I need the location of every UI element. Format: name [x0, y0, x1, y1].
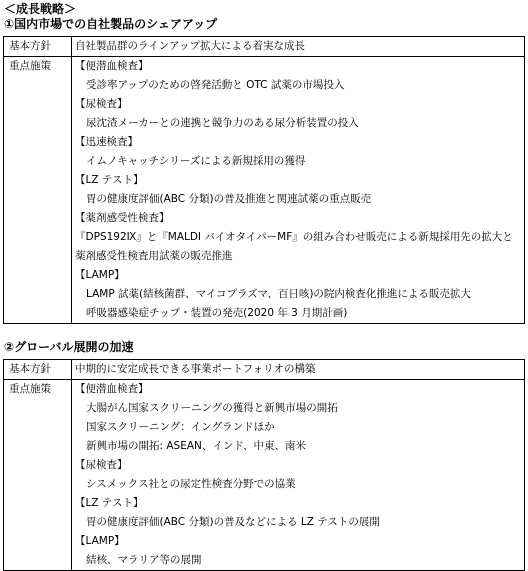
s1-category: 【尿検査】	[75, 98, 128, 110]
section2-basic-text-cell	[72, 360, 525, 380]
s1-detail: LAMP 試薬(結核菌群、マイコプラズマ、百日咳)の院内検査化推進による販売拡大	[86, 288, 471, 300]
main-heading: ＜成長戦略＞	[4, 2, 77, 16]
s1-detail: 尿沈渣メーカーとの連携と競争力のある尿分析装置の投入	[86, 117, 359, 129]
section1-basic-text-cell	[72, 37, 525, 57]
s2-detail: 大腸がん国家スクリーニングの獲得と新興市場の開拓	[86, 402, 338, 414]
s2-category: 【尿検査】	[75, 459, 128, 471]
section2-title: ②グローバル展開の加速	[4, 340, 134, 354]
section1-focus-label-cell	[4, 57, 72, 324]
section1-table	[3, 36, 525, 324]
section1-focus-row	[4, 57, 525, 324]
section2-focus-cell	[72, 380, 525, 571]
s1-detail: イムノキャッチシリーズによる新規採用の獲得	[86, 155, 306, 167]
s2-detail: 新興市場の開拓: ASEAN、インド、中東、南米	[86, 440, 306, 452]
s1-detail: 受診率アップのための啓発活動と OTC 試薬の市場投入	[86, 79, 345, 91]
section2-focus-label-cell	[4, 380, 72, 571]
s1-detail: 呼吸器感染症チップ・装置の発売(2020 年 3 月期計画)	[86, 307, 348, 319]
s1-detail: 胃の健康度評価(ABC 分類)の普及推進と関連試薬の重点販売	[86, 193, 372, 205]
s2-category: 【LZ テスト】	[75, 497, 144, 509]
section2-focus-row	[4, 380, 525, 571]
s1-detail: 薬剤感受性検査用試薬の販売推進	[75, 250, 233, 262]
s2-detail: 結核、マラリア等の展開	[86, 554, 202, 566]
section2-basic-text: 中期的に安定成長できる事業ポートフォリオの構築	[75, 363, 316, 375]
s1-category: 【LZ テスト】	[75, 174, 144, 186]
s2-category: 【便潜血検査】	[75, 383, 149, 395]
s1-category: 【LAMP】	[75, 269, 125, 281]
section1-basic-text: 自社製品群のラインアップ拡大による着実な成長	[75, 40, 305, 52]
section1-title: ①国内市場での自社製品のシェアアップ	[4, 17, 218, 31]
section1-basic-label-cell	[4, 37, 72, 57]
section1-focus-label: 重点施策	[9, 60, 51, 72]
s1-category: 【迅速検査】	[75, 136, 138, 148]
section1-basic-label: 基本方針	[9, 40, 51, 52]
s1-category: 【便潜血検査】	[75, 60, 149, 72]
section2-table	[3, 359, 525, 571]
s2-detail: 胃の健康度評価(ABC 分類)の普及などによる LZ テストの展開	[86, 516, 380, 528]
section1-basic-row	[4, 37, 525, 57]
s2-detail: シスメックス社との尿定性検査分野での協業	[86, 478, 296, 490]
section2-basic-label-cell	[4, 360, 72, 380]
s1-detail: 『DPS192Ⅸ』と『MALDI バイオタイパーMF』の組み合わせ販売による新規採用先の拡大と	[75, 231, 513, 243]
s2-category: 【LAMP】	[75, 535, 125, 547]
section2-basic-row	[4, 360, 525, 380]
s1-category: 【薬剤感受性検査】	[75, 212, 170, 224]
section2-focus-label: 重点施策	[9, 383, 51, 395]
s2-detail: 国家スクリーニング：イングランドほか	[86, 421, 275, 433]
section2-basic-label: 基本方針	[9, 363, 51, 375]
section1-focus-cell	[72, 57, 525, 324]
